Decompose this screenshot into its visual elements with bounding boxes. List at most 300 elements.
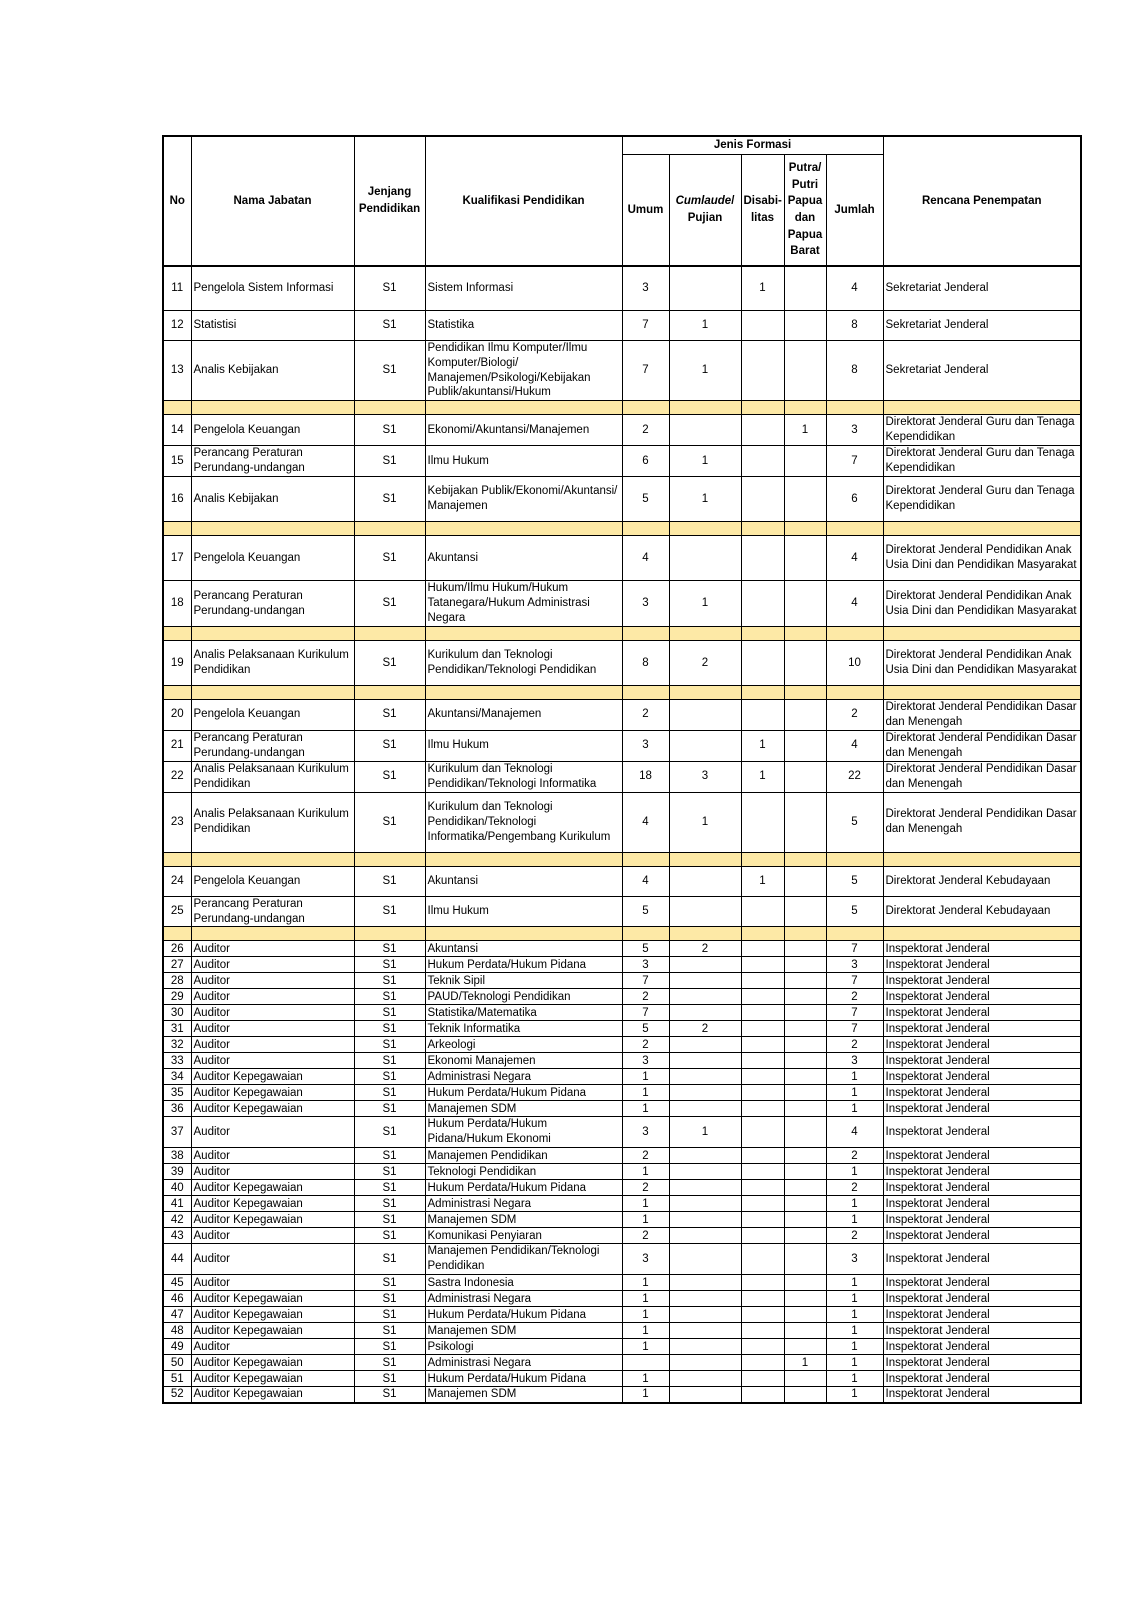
cell-nama-jabatan: Auditor Kepegawaian: [191, 1196, 354, 1212]
cell-cumlaude: 1: [669, 340, 741, 401]
cell-rencana-penempatan: Inspektorat Jenderal: [883, 1355, 1081, 1371]
separator-cell: [883, 522, 1081, 536]
cell-no: 18: [163, 581, 191, 627]
cell-rencana-penempatan: Inspektorat Jenderal: [883, 1085, 1081, 1101]
cell-nama-jabatan: Auditor Kepegawaian: [191, 1323, 354, 1339]
separator-cell: [622, 927, 669, 941]
cell-cumlaude: [669, 957, 741, 973]
cell-nama-jabatan: Auditor Kepegawaian: [191, 1387, 354, 1403]
cell-nama-jabatan: Auditor Kepegawaian: [191, 1307, 354, 1323]
cell-umum: 1: [622, 1387, 669, 1403]
cell-jenjang: S1: [354, 536, 425, 581]
cell-jenjang: S1: [354, 340, 425, 401]
table-row: [163, 957, 1081, 973]
cell-rencana-penempatan: Direktorat Jenderal Pendidikan Dasar dan Menengah: [883, 699, 1081, 730]
separator-cell: [622, 852, 669, 866]
cell-jenjang: S1: [354, 640, 425, 685]
cell-no: 21: [163, 730, 191, 761]
separator-cell: [784, 685, 826, 699]
cell-rencana-penempatan: Inspektorat Jenderal: [883, 1148, 1081, 1164]
cell-jumlah: 1: [826, 1085, 883, 1101]
cell-disabilitas: [741, 1148, 784, 1164]
cell-jenjang: S1: [354, 1323, 425, 1339]
cell-rencana-penempatan: Inspektorat Jenderal: [883, 941, 1081, 957]
cell-disabilitas: [741, 1021, 784, 1037]
cell-kualifikasi: Hukum/Ilmu Hukum/Hukum Tatanegara/Hukum Administrasi Negara: [425, 581, 622, 627]
cell-no: 47: [163, 1307, 191, 1323]
cell-umum: 3: [622, 1053, 669, 1069]
cell-disabilitas: [741, 1212, 784, 1228]
table-row: [163, 1180, 1081, 1196]
cell-kualifikasi: Administrasi Negara: [425, 1069, 622, 1085]
cell-jenjang: S1: [354, 1021, 425, 1037]
separator-cell: [191, 685, 354, 699]
cell-disabilitas: [741, 989, 784, 1005]
cell-kualifikasi: Manajemen SDM: [425, 1101, 622, 1117]
cell-jenjang: S1: [354, 1148, 425, 1164]
cell-jumlah: 10: [826, 640, 883, 685]
cell-no: 17: [163, 536, 191, 581]
formasi-table: [162, 135, 1082, 1404]
cell-nama-jabatan: Pengelola Keuangan: [191, 415, 354, 446]
cell-no: 44: [163, 1244, 191, 1275]
cell-jumlah: 1: [826, 1164, 883, 1180]
cell-rencana-penempatan: Direktorat Jenderal Pendidikan Dasar dan Menengah: [883, 792, 1081, 852]
cell-disabilitas: [741, 536, 784, 581]
cell-kualifikasi: Teknik Sipil: [425, 973, 622, 989]
cell-disabilitas: 1: [741, 730, 784, 761]
cell-papua: [784, 640, 826, 685]
cell-kualifikasi: Hukum Perdata/Hukum Pidana: [425, 957, 622, 973]
cell-jumlah: 1: [826, 1196, 883, 1212]
cell-no: 45: [163, 1275, 191, 1291]
separator-cell: [669, 852, 741, 866]
cell-jenjang: S1: [354, 1275, 425, 1291]
cell-kualifikasi: Manajemen Pendidikan: [425, 1148, 622, 1164]
cell-kualifikasi: Teknologi Pendidikan: [425, 1164, 622, 1180]
cell-umum: 1: [622, 1339, 669, 1355]
table-row: [163, 866, 1081, 896]
cell-rencana-penempatan: Inspektorat Jenderal: [883, 1339, 1081, 1355]
separator-cell: [669, 685, 741, 699]
cell-cumlaude: 1: [669, 310, 741, 340]
cell-kualifikasi: Akuntansi/Manajemen: [425, 699, 622, 730]
cell-kualifikasi: Teknik Informatika: [425, 1021, 622, 1037]
cell-kualifikasi: PAUD/Teknologi Pendidikan: [425, 989, 622, 1005]
table-row: [163, 581, 1081, 627]
table-row: [163, 973, 1081, 989]
header-jenis-formasi: Jenis Formasi: [622, 136, 883, 154]
cell-jenjang: S1: [354, 1387, 425, 1403]
cell-disabilitas: 1: [741, 761, 784, 792]
header-rencana-penempatan: Rencana Penempatan: [883, 136, 1081, 266]
separator-cell: [163, 626, 191, 640]
cell-cumlaude: [669, 1355, 741, 1371]
section-separator-row: [163, 852, 1081, 866]
separator-cell: [669, 626, 741, 640]
cell-papua: [784, 536, 826, 581]
cell-nama-jabatan: Auditor: [191, 1244, 354, 1275]
cell-jenjang: S1: [354, 1307, 425, 1323]
separator-cell: [163, 522, 191, 536]
cell-no: 50: [163, 1355, 191, 1371]
cell-rencana-penempatan: Inspektorat Jenderal: [883, 1244, 1081, 1275]
cell-disabilitas: 1: [741, 266, 784, 310]
cell-rencana-penempatan: Inspektorat Jenderal: [883, 1228, 1081, 1244]
cell-papua: [784, 1371, 826, 1387]
cell-jumlah: 22: [826, 761, 883, 792]
separator-cell: [784, 927, 826, 941]
cell-disabilitas: [741, 415, 784, 446]
cell-jumlah: 2: [826, 1228, 883, 1244]
header-umum: Umum: [622, 154, 669, 266]
cell-papua: [784, 1212, 826, 1228]
cell-umum: 1: [622, 1291, 669, 1307]
separator-cell: [425, 852, 622, 866]
cell-jenjang: S1: [354, 1037, 425, 1053]
cell-jumlah: 2: [826, 1148, 883, 1164]
cell-jenjang: S1: [354, 310, 425, 340]
cell-rencana-penempatan: Inspektorat Jenderal: [883, 1164, 1081, 1180]
cell-no: 36: [163, 1101, 191, 1117]
cell-umum: 2: [622, 415, 669, 446]
cell-jenjang: S1: [354, 1228, 425, 1244]
cell-disabilitas: [741, 1196, 784, 1212]
cell-jumlah: 8: [826, 310, 883, 340]
separator-cell: [883, 852, 1081, 866]
cell-no: 26: [163, 941, 191, 957]
cell-jumlah: 1: [826, 1069, 883, 1085]
separator-cell: [883, 927, 1081, 941]
cell-no: 29: [163, 989, 191, 1005]
cell-nama-jabatan: Auditor: [191, 1164, 354, 1180]
section-separator-row: [163, 401, 1081, 415]
table-row: [163, 1196, 1081, 1212]
cell-jenjang: S1: [354, 896, 425, 927]
cell-rencana-penempatan: Inspektorat Jenderal: [883, 1291, 1081, 1307]
cell-jenjang: S1: [354, 266, 425, 310]
cell-jumlah: 1: [826, 1307, 883, 1323]
cell-rencana-penempatan: Direktorat Jenderal Pendidikan Anak Usia Dini dan Pendidikan Masyarakat: [883, 536, 1081, 581]
cell-jenjang: S1: [354, 1196, 425, 1212]
table-row: [163, 1275, 1081, 1291]
cell-no: 30: [163, 1005, 191, 1021]
cell-cumlaude: [669, 1164, 741, 1180]
cell-jumlah: 8: [826, 340, 883, 401]
cell-cumlaude: [669, 1387, 741, 1403]
table-body: [163, 266, 1081, 1403]
cell-jenjang: S1: [354, 1180, 425, 1196]
cell-kualifikasi: Statistika: [425, 310, 622, 340]
cell-nama-jabatan: Auditor: [191, 1053, 354, 1069]
cell-cumlaude: 1: [669, 477, 741, 522]
cell-umum: 2: [622, 1228, 669, 1244]
cell-disabilitas: [741, 1005, 784, 1021]
cell-cumlaude: [669, 1148, 741, 1164]
cell-cumlaude: [669, 1005, 741, 1021]
cell-disabilitas: [741, 1339, 784, 1355]
cell-cumlaude: [669, 1085, 741, 1101]
separator-cell: [191, 626, 354, 640]
cell-umum: 18: [622, 761, 669, 792]
cell-umum: [622, 1355, 669, 1371]
cell-disabilitas: [741, 1180, 784, 1196]
cell-jumlah: 4: [826, 266, 883, 310]
section-separator-row: [163, 626, 1081, 640]
table-row: [163, 1323, 1081, 1339]
cell-umum: 2: [622, 699, 669, 730]
table-row: [163, 1101, 1081, 1117]
cell-papua: [784, 1085, 826, 1101]
cell-cumlaude: [669, 730, 741, 761]
cell-kualifikasi: Hukum Perdata/Hukum Pidana: [425, 1085, 622, 1101]
cell-umum: 7: [622, 340, 669, 401]
cell-disabilitas: [741, 1355, 784, 1371]
cell-nama-jabatan: Auditor: [191, 989, 354, 1005]
table-row: [163, 1021, 1081, 1037]
cell-kualifikasi: Ilmu Hukum: [425, 896, 622, 927]
cell-jumlah: 1: [826, 1339, 883, 1355]
cell-umum: 5: [622, 941, 669, 957]
cell-papua: [784, 1101, 826, 1117]
table-row: [163, 340, 1081, 401]
cell-no: 41: [163, 1196, 191, 1212]
table-row: [163, 1228, 1081, 1244]
section-separator-row: [163, 927, 1081, 941]
cell-umum: 1: [622, 1323, 669, 1339]
cell-cumlaude: [669, 1291, 741, 1307]
separator-cell: [354, 401, 425, 415]
cell-umum: 3: [622, 581, 669, 627]
cell-rencana-penempatan: Direktorat Jenderal Pendidikan Dasar dan Menengah: [883, 761, 1081, 792]
cell-no: 14: [163, 415, 191, 446]
cell-jumlah: 2: [826, 1180, 883, 1196]
separator-cell: [425, 927, 622, 941]
cell-jenjang: S1: [354, 1355, 425, 1371]
cell-papua: [784, 1053, 826, 1069]
cell-nama-jabatan: Auditor: [191, 1037, 354, 1053]
cell-rencana-penempatan: Inspektorat Jenderal: [883, 1387, 1081, 1403]
cell-cumlaude: 2: [669, 640, 741, 685]
separator-cell: [669, 927, 741, 941]
cell-jenjang: S1: [354, 446, 425, 477]
cell-jumlah: 1: [826, 1355, 883, 1371]
cell-disabilitas: [741, 1037, 784, 1053]
separator-cell: [191, 401, 354, 415]
cell-papua: [784, 1069, 826, 1085]
cell-rencana-penempatan: Inspektorat Jenderal: [883, 1371, 1081, 1387]
table-row: [163, 1307, 1081, 1323]
cell-papua: [784, 1164, 826, 1180]
table-row: [163, 1037, 1081, 1053]
cell-jenjang: S1: [354, 1244, 425, 1275]
table-row: [163, 761, 1081, 792]
cell-nama-jabatan: Auditor Kepegawaian: [191, 1069, 354, 1085]
separator-cell: [784, 522, 826, 536]
cell-disabilitas: [741, 973, 784, 989]
separator-cell: [741, 685, 784, 699]
cell-nama-jabatan: Pengelola Keuangan: [191, 699, 354, 730]
cell-kualifikasi: Psikologi: [425, 1339, 622, 1355]
cell-papua: [784, 941, 826, 957]
cell-nama-jabatan: Auditor: [191, 1005, 354, 1021]
table-row: [163, 415, 1081, 446]
cell-rencana-penempatan: Inspektorat Jenderal: [883, 1275, 1081, 1291]
cell-disabilitas: [741, 1323, 784, 1339]
cell-umum: 4: [622, 866, 669, 896]
cell-nama-jabatan: Statistisi: [191, 310, 354, 340]
cell-cumlaude: [669, 699, 741, 730]
table-row: [163, 1387, 1081, 1403]
cell-papua: [784, 1387, 826, 1403]
cell-no: 31: [163, 1021, 191, 1037]
separator-cell: [741, 522, 784, 536]
cell-umum: 8: [622, 640, 669, 685]
cell-jumlah: 4: [826, 581, 883, 627]
separator-cell: [163, 927, 191, 941]
cell-cumlaude: [669, 973, 741, 989]
cell-umum: 5: [622, 896, 669, 927]
separator-cell: [163, 852, 191, 866]
cell-umum: 1: [622, 1307, 669, 1323]
cell-kualifikasi: Ilmu Hukum: [425, 730, 622, 761]
table-row: [163, 1291, 1081, 1307]
cell-umum: 7: [622, 973, 669, 989]
header-jenjang-pendidikan: Jenjang Pendidikan: [354, 136, 425, 266]
cell-kualifikasi: Akuntansi: [425, 941, 622, 957]
cell-jumlah: 3: [826, 1244, 883, 1275]
cell-rencana-penempatan: Inspektorat Jenderal: [883, 1212, 1081, 1228]
cell-kualifikasi: Kebijakan Publik/Ekonomi/Akuntansi/ Manajemen: [425, 477, 622, 522]
cell-cumlaude: [669, 1228, 741, 1244]
cell-kualifikasi: Akuntansi: [425, 866, 622, 896]
cell-jenjang: S1: [354, 699, 425, 730]
cell-kualifikasi: Administrasi Negara: [425, 1355, 622, 1371]
cell-no: 43: [163, 1228, 191, 1244]
cell-papua: [784, 1037, 826, 1053]
cell-kualifikasi: Manajemen SDM: [425, 1387, 622, 1403]
table-row: [163, 1069, 1081, 1085]
cell-nama-jabatan: Auditor: [191, 957, 354, 973]
cell-rencana-penempatan: Direktorat Jenderal Guru dan Tenaga Kependidikan: [883, 477, 1081, 522]
table-header: [163, 136, 1081, 266]
cell-jumlah: 1: [826, 1101, 883, 1117]
section-separator-row: [163, 685, 1081, 699]
cell-no: 37: [163, 1117, 191, 1148]
cell-jumlah: 5: [826, 896, 883, 927]
cell-cumlaude: [669, 1339, 741, 1355]
cell-disabilitas: [741, 699, 784, 730]
cell-umum: 1: [622, 1196, 669, 1212]
cell-rencana-penempatan: Inspektorat Jenderal: [883, 989, 1081, 1005]
cell-jenjang: S1: [354, 477, 425, 522]
separator-cell: [354, 522, 425, 536]
cell-kualifikasi: Hukum Perdata/Hukum Pidana: [425, 1180, 622, 1196]
cell-kualifikasi: Hukum Perdata/Hukum Pidana: [425, 1371, 622, 1387]
cell-no: 46: [163, 1291, 191, 1307]
cell-nama-jabatan: Perancang Peraturan Perundang-undangan: [191, 730, 354, 761]
cell-nama-jabatan: Perancang Peraturan Perundang-undangan: [191, 446, 354, 477]
separator-cell: [622, 522, 669, 536]
cell-kualifikasi: Kurikulum dan Teknologi Pendidikan/Teknologi Informatika/Pengembang Kurikulum: [425, 792, 622, 852]
cell-jenjang: S1: [354, 957, 425, 973]
cell-no: 15: [163, 446, 191, 477]
cell-umum: 1: [622, 1275, 669, 1291]
cell-rencana-penempatan: Inspektorat Jenderal: [883, 1069, 1081, 1085]
table-row: [163, 310, 1081, 340]
cell-disabilitas: [741, 1371, 784, 1387]
separator-cell: [741, 852, 784, 866]
cell-umum: 1: [622, 1069, 669, 1085]
cell-jumlah: 7: [826, 1005, 883, 1021]
separator-cell: [883, 685, 1081, 699]
cell-papua: [784, 310, 826, 340]
separator-cell: [784, 852, 826, 866]
cell-disabilitas: [741, 1244, 784, 1275]
table-row: [163, 1164, 1081, 1180]
cell-rencana-penempatan: Sekretariat Jenderal: [883, 340, 1081, 401]
cell-papua: [784, 730, 826, 761]
cell-jenjang: S1: [354, 1101, 425, 1117]
cell-jumlah: 3: [826, 957, 883, 973]
table-row: [163, 1371, 1081, 1387]
cell-disabilitas: [741, 340, 784, 401]
cell-papua: 1: [784, 1355, 826, 1371]
table-row: [163, 266, 1081, 310]
cell-kualifikasi: Hukum Perdata/Hukum Pidana/Hukum Ekonomi: [425, 1117, 622, 1148]
cell-jenjang: S1: [354, 1339, 425, 1355]
cell-nama-jabatan: Analis Pelaksanaan Kurikulum Pendidikan: [191, 792, 354, 852]
cell-rencana-penempatan: Direktorat Jenderal Pendidikan Anak Usia Dini dan Pendidikan Masyarakat: [883, 640, 1081, 685]
table-row: [163, 1117, 1081, 1148]
cell-cumlaude: 3: [669, 761, 741, 792]
separator-cell: [622, 685, 669, 699]
cell-jenjang: S1: [354, 1212, 425, 1228]
cell-no: 52: [163, 1387, 191, 1403]
cell-umum: 2: [622, 1037, 669, 1053]
cell-jumlah: 6: [826, 477, 883, 522]
cell-papua: 1: [784, 415, 826, 446]
cell-jenjang: S1: [354, 1005, 425, 1021]
table-row: [163, 792, 1081, 852]
cell-papua: [784, 1244, 826, 1275]
cell-jumlah: 3: [826, 415, 883, 446]
table-row: [163, 536, 1081, 581]
separator-cell: [883, 626, 1081, 640]
separator-cell: [425, 401, 622, 415]
cell-cumlaude: [669, 1196, 741, 1212]
cell-jumlah: 1: [826, 1212, 883, 1228]
cell-jenjang: S1: [354, 581, 425, 627]
separator-cell: [669, 522, 741, 536]
cell-nama-jabatan: Auditor: [191, 941, 354, 957]
cell-kualifikasi: Sistem Informasi: [425, 266, 622, 310]
separator-cell: [826, 522, 883, 536]
cell-papua: [784, 989, 826, 1005]
cell-jumlah: 1: [826, 1291, 883, 1307]
header-cumlaude-pujian: [669, 154, 741, 266]
cell-umum: 1: [622, 1212, 669, 1228]
cell-no: 48: [163, 1323, 191, 1339]
cell-papua: [784, 1307, 826, 1323]
cell-umum: 1: [622, 1371, 669, 1387]
cell-papua: [784, 1117, 826, 1148]
cell-cumlaude: [669, 1101, 741, 1117]
header-disabilitas: Disabi-litas: [741, 154, 784, 266]
cell-no: 28: [163, 973, 191, 989]
header-no: No: [163, 136, 191, 266]
table-row: [163, 1085, 1081, 1101]
